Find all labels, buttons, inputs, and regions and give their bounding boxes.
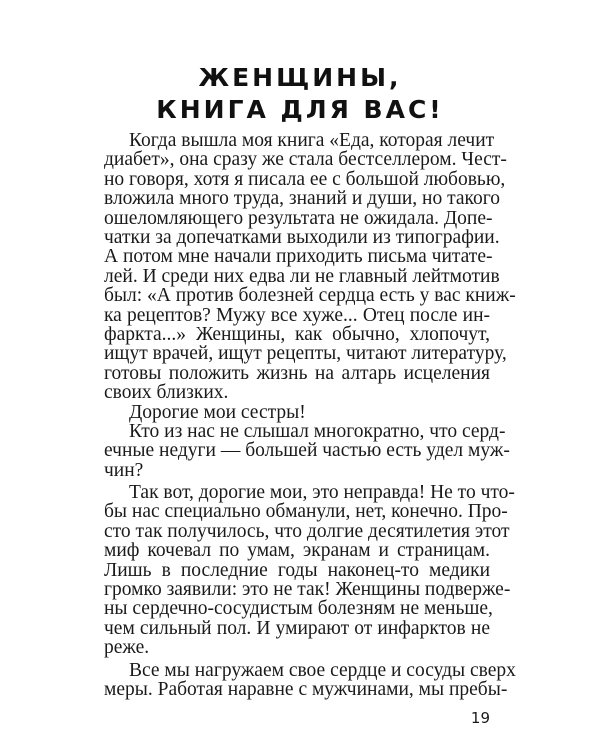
body-line: чатки за допечатками выходили из типографии. [104, 227, 500, 248]
body-line: бы нас специально обманули, нет, конечно. Про- [104, 501, 508, 522]
body-line: ка рецептов? Мужу все хуже... Отец после ин- [104, 305, 490, 326]
body-line: готовы положить жизнь на алтарь исцеления [104, 363, 490, 384]
body-line: громко заявили: это не так! Женщины подверже- [104, 579, 511, 600]
body-line: меры. Работая наравне с мужчинами, мы пребы- [104, 679, 508, 700]
body-line: А потом мне начали приходить письма читате- [104, 246, 493, 267]
body-line: ечные недуги — большей частью есть удел муж- [104, 440, 510, 461]
chapter-heading-line-1: ЖЕНЩИНЫ, [198, 63, 402, 92]
body-line: ищут врачей, ищут рецепты, читают литературу, [104, 343, 507, 364]
body-line: чем сильный пол. И умирают от инфарктов не [104, 618, 490, 639]
body-line: своих близких. [104, 382, 229, 403]
body-line: сто так получилось, что долгие десятилетия этот [104, 521, 510, 542]
body-line: был: «А против болезней сердца есть у вас книж- [104, 285, 516, 306]
body-line: Лишь в последние годы наконец-то медики [104, 560, 490, 581]
body-line: Когда вышла моя книга «Еда, которая лечит [129, 130, 495, 151]
body-line: диабет», она сразу же стала бестселлером. Чест- [104, 149, 507, 170]
body-line: миф кочевал по умам, экранам и страницам. [104, 540, 490, 561]
page-number: 19 [470, 709, 490, 727]
body-line: фаркта...» Женщины, как обычно, хлопочут, [104, 324, 490, 345]
body-line: Дорогие мои сестры! [129, 402, 306, 423]
body-line: но говоря, хотя я писала ее с большой любовью, [104, 169, 506, 190]
body-line: лей. И среди них едва ли не главный лейтмотив [104, 266, 500, 287]
body-line: Так вот, дорогие мои, это неправда! Не то что- [129, 482, 515, 503]
body-line: чин? [104, 460, 144, 481]
body-line: ны сердечно-сосудистым болезням не меньше, [104, 598, 493, 619]
body-line: Все мы нагружаем свое сердце и сосуды сверх [129, 660, 516, 681]
body-line: Кто из нас не слышал многократно, что серд- [129, 421, 506, 442]
body-line: реже. [104, 637, 150, 658]
body-line: ошеломляющего результата не ожидала. Допе- [104, 208, 493, 229]
chapter-heading-line-2: КНИГА ДЛЯ ВАС! [156, 95, 444, 124]
body-line: вложила много труда, знаний и души, но такого [104, 188, 501, 209]
